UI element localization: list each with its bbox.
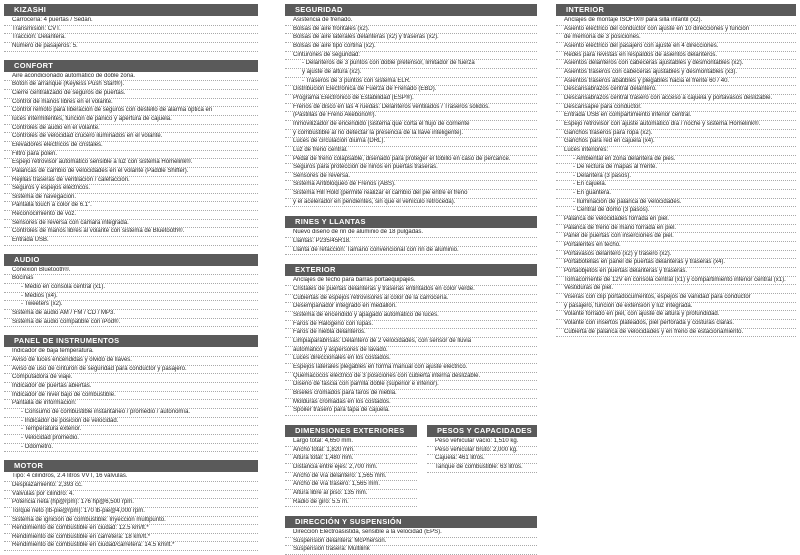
spec-item: Panel de puertas con inserciones de piel.: [556, 233, 796, 242]
section-header-kizashi: KIZASHI: [4, 4, 258, 16]
spec-item: Llantas: P235/45R18.: [285, 238, 537, 247]
spec-item: Espejo retrovisor automático sensible a luz con sistema Homelink®.: [4, 159, 258, 168]
spec-item: Palanca de velocidades forrada en piel.: [556, 216, 796, 225]
spec-item: Controles de velocidad crucero iluminados en el volante.: [4, 133, 258, 142]
spec-item: Vestiduras de piel.: [556, 285, 796, 294]
column-left: [4, 4, 258, 551]
spec-item: Tipo: 4 cilindros, 2.4 litros VVT, 16 válvulas.: [4, 473, 258, 482]
spec-item: y el acelerador en pendientes, sin que el vehículo retroceda).: [285, 199, 537, 208]
spec-item: Dirección Electroasistida, sensible a la velocidad (EPS).: [285, 529, 537, 538]
spec-item: - Traseros de 3 puntos con sistema ELR.: [285, 78, 537, 87]
spec-item: Cierre centralizado de seguros de puertas.: [4, 90, 258, 99]
spec-item: Desplazamiento: 2,393 cc.: [4, 482, 258, 491]
spec-item: Sistema Antibloqueo de Frenos (ABS).: [285, 181, 537, 190]
spec-item: Potencia neta (hp@rpm): 176 hp@6,500 rpm.: [4, 499, 258, 508]
spec-item: Cristales de puertas delanteras y traseras entintados en color verde.: [285, 286, 537, 295]
spec-item: Ancho de vía delantero: 1,565 mm.: [285, 473, 417, 482]
spec-item: Luz de freno central.: [285, 147, 537, 156]
spec-item: Asientos delanteros con cabeceras ajustables y desmontables (x2).: [556, 60, 796, 69]
spec-item: Altura libre al piso: 135 mm.: [285, 490, 417, 499]
spec-item: y ajuste de altura (x2).: [285, 69, 537, 78]
spec-list-direccion: [285, 529, 537, 555]
spec-item: Sistema de encendido y apagado automático de luces.: [285, 312, 537, 321]
spec-item: Cinturones de seguridad:: [285, 52, 537, 61]
spec-item: Anclajes de montaje ISOFIX® para silla infantil (x2).: [556, 17, 796, 26]
spec-item: Volante con insertos plateados, piel perforada y costuras claras.: [556, 320, 796, 329]
spec-item: Válvulas por cilindro: 4.: [4, 491, 258, 500]
spec-item: - Velocidad promedio.: [4, 435, 258, 444]
spec-item: Asientos traseros abatibles y plegables hacia el frente 60 / 40.: [556, 78, 796, 87]
spec-item: Cubiertas de espejos retrovisores al color de la carrocería.: [285, 295, 537, 304]
section-header-direccion: DIRECCIÓN Y SUSPENSIÓN: [285, 516, 537, 528]
spec-item: Largo total: 4,650 mm.: [285, 438, 417, 447]
spec-item: Volante forrado en piel, con ajuste de altura y profundidad.: [556, 311, 796, 320]
spec-item: Desempañador integrado en medallón.: [285, 303, 537, 312]
spec-item: Rendimiento de combustible en ciudad: 12.5 km/lt.*: [4, 525, 258, 534]
spec-list-rines: [285, 229, 537, 255]
spec-item: Pantalla touch a color de 6.1".: [4, 202, 258, 211]
spec-item: Bocinas: [4, 275, 258, 284]
spec-item: Espejo retrovisor con ajuste automático día / noche y sistema Homelink®.: [556, 121, 796, 130]
spec-item: - Delanteros de 3 puntos con doble pretensor, limitador de fuerza: [285, 60, 537, 69]
spec-item: Aire acondicionado automático de doble zona.: [4, 73, 258, 82]
spec-item: Ganchos para red en cajuela (x4).: [556, 138, 796, 147]
section-header-seguridad: SEGURIDAD: [285, 4, 537, 16]
spec-item: Frenos de disco en las 4 ruedas: Delanteros ventilados / Traseros sólidos.: [285, 104, 537, 113]
spec-item: Asiento eléctrico del conductor con ajuste en 10 direcciones y función: [556, 26, 796, 35]
spec-item: Entrada USB.: [4, 237, 258, 246]
spec-item: Espejos laterales plegables en forma manual con ajuste eléctrico.: [285, 364, 537, 373]
spec-item: Portalentes en techo.: [556, 242, 796, 251]
spec-item: Descansabrazos central trasero con acceso a cajuela y portavasos deslizable.: [556, 95, 796, 104]
spec-item: Llanta de refacción: Tamaño convencional con rin de aluminio.: [285, 247, 537, 256]
spec-item: Redes para revistas en respaldos de asientos delanteros.: [556, 52, 796, 61]
spec-item: - De lectura de mapas al frente.: [556, 164, 796, 173]
spec-item: Tomacorriente de 12V en consola central (x1) y compartimiento inferior central (x1).: [556, 277, 796, 286]
dimensions-weights-row: [285, 425, 537, 507]
spec-item: - En guantera.: [556, 190, 796, 199]
spec-item: Controles de manos libres al volante con sistema de Bluetooth®.: [4, 228, 258, 237]
section-header-exterior: EXTERIOR: [285, 264, 537, 276]
spec-item: Bolsas de aire laterales delanteras (x2) y traseras (x2).: [285, 34, 537, 43]
spec-item: Sistema de ignición de combustible: Inyección multipunto.: [4, 517, 258, 526]
spec-item: Sistema de navegación.: [4, 194, 258, 203]
spec-item: Control remoto para liberación de seguros con destello de alarma óptica en: [4, 107, 258, 116]
spec-item: Portabotellas en panel de puertas delanteras y traseras (x4).: [556, 259, 796, 268]
spec-item: y pasajero, función de extensión y luz integrada.: [556, 303, 796, 312]
spec-item: Aviso de uso de cinturón de seguridad para conductor y pasajero.: [4, 366, 258, 375]
spec-item: - Medios (x4).: [4, 293, 258, 302]
spec-item: Suspensión delantera: McPherson.: [285, 538, 537, 547]
spec-item: Número de pasajeros: 5.: [4, 43, 258, 52]
spec-item: Indicador de nivel bajo de combustible.: [4, 392, 258, 401]
section-header-pesos: PESOS Y CAPACIDADES: [427, 425, 537, 437]
spec-item: - Odómetro.: [4, 444, 258, 453]
spec-item: Portaobjetos en puertas delanteras y traseras.: [556, 268, 796, 277]
spec-item: Tanque de combustible: 63 litros.: [427, 464, 537, 473]
spec-item: Radio de giro: 5.5 m.: [285, 499, 417, 508]
spec-item: Controles de audio en el volante.: [4, 125, 258, 134]
spec-list-exterior: [285, 277, 537, 416]
section-header-interior: INTERIOR: [556, 4, 796, 16]
spec-item: Ancho de vía trasero: 1,565 mm.: [285, 481, 417, 490]
spec-item: Descansapie para conductor.: [556, 104, 796, 113]
spec-item: Luces interiores:: [556, 147, 796, 156]
spec-item: Molduras cromadas en los costados.: [285, 399, 537, 408]
spec-item: (Pastillas de Freno Akebono®).: [285, 112, 537, 121]
spec-item: Faros de niebla delanteros.: [285, 329, 537, 338]
spec-item: Rendimiento de combustible en ciudad/carretera: 14.5 km/lt.*: [4, 542, 258, 551]
spec-item: Programa Electrónico de Estabilidad (ESP®).: [285, 95, 537, 104]
spec-item: - Indicador de posición de velocidad.: [4, 418, 258, 427]
spec-list-motor: [4, 473, 258, 551]
spec-item: y combustible al no detectar la presencia de la llave inteligente).: [285, 130, 537, 139]
spec-item: Luces de circulación diurna (DRL).: [285, 138, 537, 147]
spec-item: Entrada USB en compartimiento inferior central.: [556, 112, 796, 121]
spec-item: Nuevo diseño de rin de aluminio de 18 pulgadas.: [285, 229, 537, 238]
pesos-block: [427, 425, 537, 507]
spec-item: Suspensión trasera: Multilink: [285, 546, 537, 555]
spec-item: Seguros y espejos eléctricos.: [4, 185, 258, 194]
spec-item: Diseño de fascia con parrilla doble (superior e inferior).: [285, 381, 537, 390]
spec-item: Indicador de baja temperatura.: [4, 348, 258, 357]
spec-item: Transmisión: CVT.: [4, 26, 258, 35]
spec-item: Viseras con clip portadocumentos, espejos de vanidad para conductor: [556, 294, 796, 303]
spec-item: Cubierta de palanca de velocidades y en freno de estacionamiento.: [556, 329, 796, 338]
spec-item: - Delantera (3 pasos).: [556, 173, 796, 182]
dimensiones-block: [285, 425, 417, 507]
section-header-confort: CONFORT: [4, 60, 258, 72]
spec-list-interior: [556, 17, 796, 337]
spec-item: - Ambiental en zona delantera de pies.: [556, 156, 796, 165]
spec-item: automático y aspersores de lavado.: [285, 347, 537, 356]
spec-item: Distancia entre ejes: 2,700 mm.: [285, 464, 417, 473]
spec-item: Seguros para protección de niños en puertas traseras.: [285, 164, 537, 173]
spec-item: Faros de Halógeno con lupas.: [285, 321, 537, 330]
spec-item: Elevadores eléctricos de cristales.: [4, 142, 258, 151]
spec-item: Rendimiento de combustible en carretera: 18 km/lt.*: [4, 534, 258, 543]
spec-item: Sistema de audio AM / FM / CD / MP3.: [4, 310, 258, 319]
spec-item: luces intermitentes, función de pánico y apertura de cajuela.: [4, 116, 258, 125]
spec-item: Pedal de freno colapsable, diseñado para proteger el tobillo en caso de percance.: [285, 156, 537, 165]
spec-item: Bolsas de aire frontales (x2).: [285, 26, 537, 35]
spec-item: Peso vehicular vacío: 1,510 kg.: [427, 438, 537, 447]
spec-item: Descansabrazos central delantero.: [556, 86, 796, 95]
spec-item: - Tweeters (x2).: [4, 301, 258, 310]
spec-item: Reconocimiento de voz.: [4, 211, 258, 220]
spec-item: Botón de arranque (Keyless Push Start®).: [4, 81, 258, 90]
spec-item: Ancho total: 1,820 mm.: [285, 447, 417, 456]
spec-item: Spoiler trasero para tapa de cajuela.: [285, 407, 537, 416]
spec-item: Conexión Bluetooth®.: [4, 267, 258, 276]
spec-item: Asistencia de frenado.: [285, 17, 537, 26]
section-header-dimensiones: DIMENSIONES EXTERIORES: [285, 425, 417, 437]
spec-item: Control de manos libres en el volante.: [4, 99, 258, 108]
spec-item: Sistema Hill Hold (permite realizar el cambio del pie entre el freno: [285, 190, 537, 199]
spec-item: Peso vehicular bruto: 2,000 kg.: [427, 447, 537, 456]
spec-item: Rejillas traseras de ventilación / calefacción.: [4, 177, 258, 186]
spec-item: Sensores de reversa con cámara integrada.: [4, 220, 258, 229]
spec-item: Indicador de puertas abiertas.: [4, 383, 258, 392]
section-header-panel: PANEL DE INSTRUMENTOS: [4, 335, 258, 347]
spec-item: Pantalla de información:: [4, 400, 258, 409]
spec-item: Limpiaparabrisas: Delantero de 2 velocidades, con sensor de lluvia: [285, 338, 537, 347]
section-header-motor: MOTOR: [4, 460, 258, 472]
section-header-rines: RINES Y LLANTAS: [285, 216, 537, 228]
spec-item: Distribución Electrónica de Fuerza de Frenado (EBD).: [285, 86, 537, 95]
spec-list-audio: [4, 267, 258, 328]
spec-item: Bolsas de aire tipo cortina (x2).: [285, 43, 537, 52]
spec-item: Aviso de luces encendidas y olvido de llaves.: [4, 357, 258, 366]
spec-item: - Medio en consola central (x1).: [4, 284, 258, 293]
spec-item: Biseles cromados para faros de niebla.: [285, 390, 537, 399]
spec-item: - En cajuela.: [556, 181, 796, 190]
spec-item: Anclajes de techo para barras portaequipajes.: [285, 277, 537, 286]
column-right: [556, 4, 796, 337]
spec-list-pesos: [427, 438, 537, 473]
spec-item: Altura total: 1,480 mm.: [285, 455, 417, 464]
spec-item: Asientos traseros con cabeceras ajustables y desmontables (x3).: [556, 69, 796, 78]
spec-item: Palancas de cambio de velocidades en el volante (Paddle Shifter).: [4, 168, 258, 177]
spec-item: Torque neto (lb-pie@rpm): 170 lb-pie@4,000 rpm.: [4, 508, 258, 517]
spec-item: de memoria de 3 posiciones.: [556, 34, 796, 43]
spec-item: Quemacocos eléctrico de 3 posiciones con cubierta interna deslizable.: [285, 373, 537, 382]
spec-item: Portavasos delantero (x2) y trasero (x2).: [556, 251, 796, 260]
spec-item: Inmovilizador de encendido (sistema que corta el flujo de corriente: [285, 121, 537, 130]
column-middle: [285, 4, 537, 555]
spec-list-confort: [4, 73, 258, 246]
spec-item: Sistema de audio compatible con iPod®.: [4, 319, 258, 328]
spec-item: Tracción: Delantera.: [4, 34, 258, 43]
spec-item: - Iluminación de palanca de velocidades.: [556, 199, 796, 208]
spec-item: Sensores de reversa.: [285, 173, 537, 182]
spec-item: - Temperatura exterior.: [4, 426, 258, 435]
spec-item: - Consumo de combustible instantáneo / promedio / autonomía.: [4, 409, 258, 418]
spec-list-dimensiones: [285, 438, 417, 507]
spec-item: Ganchos traseros para ropa (x2).: [556, 130, 796, 139]
spec-item: Luces direccionales en los costados.: [285, 355, 537, 364]
spec-item: Computadora de viaje.: [4, 374, 258, 383]
spec-item: Filtro para polen.: [4, 151, 258, 160]
section-header-audio: AUDIO: [4, 254, 258, 266]
spec-item: Cajuela: 461 litros.: [427, 455, 537, 464]
spec-list-kizashi: [4, 17, 258, 52]
spec-item: Carrocería: 4 puertas / Sedán.: [4, 17, 258, 26]
spec-item: - Central de domo (3 pasos).: [556, 207, 796, 216]
spec-item: Asiento eléctrico del pasajero con ajuste en 4 direcciones.: [556, 43, 796, 52]
spec-list-seguridad: [285, 17, 537, 207]
spec-list-panel: [4, 348, 258, 452]
spec-item: Palanca de freno de mano forrada en piel.: [556, 225, 796, 234]
